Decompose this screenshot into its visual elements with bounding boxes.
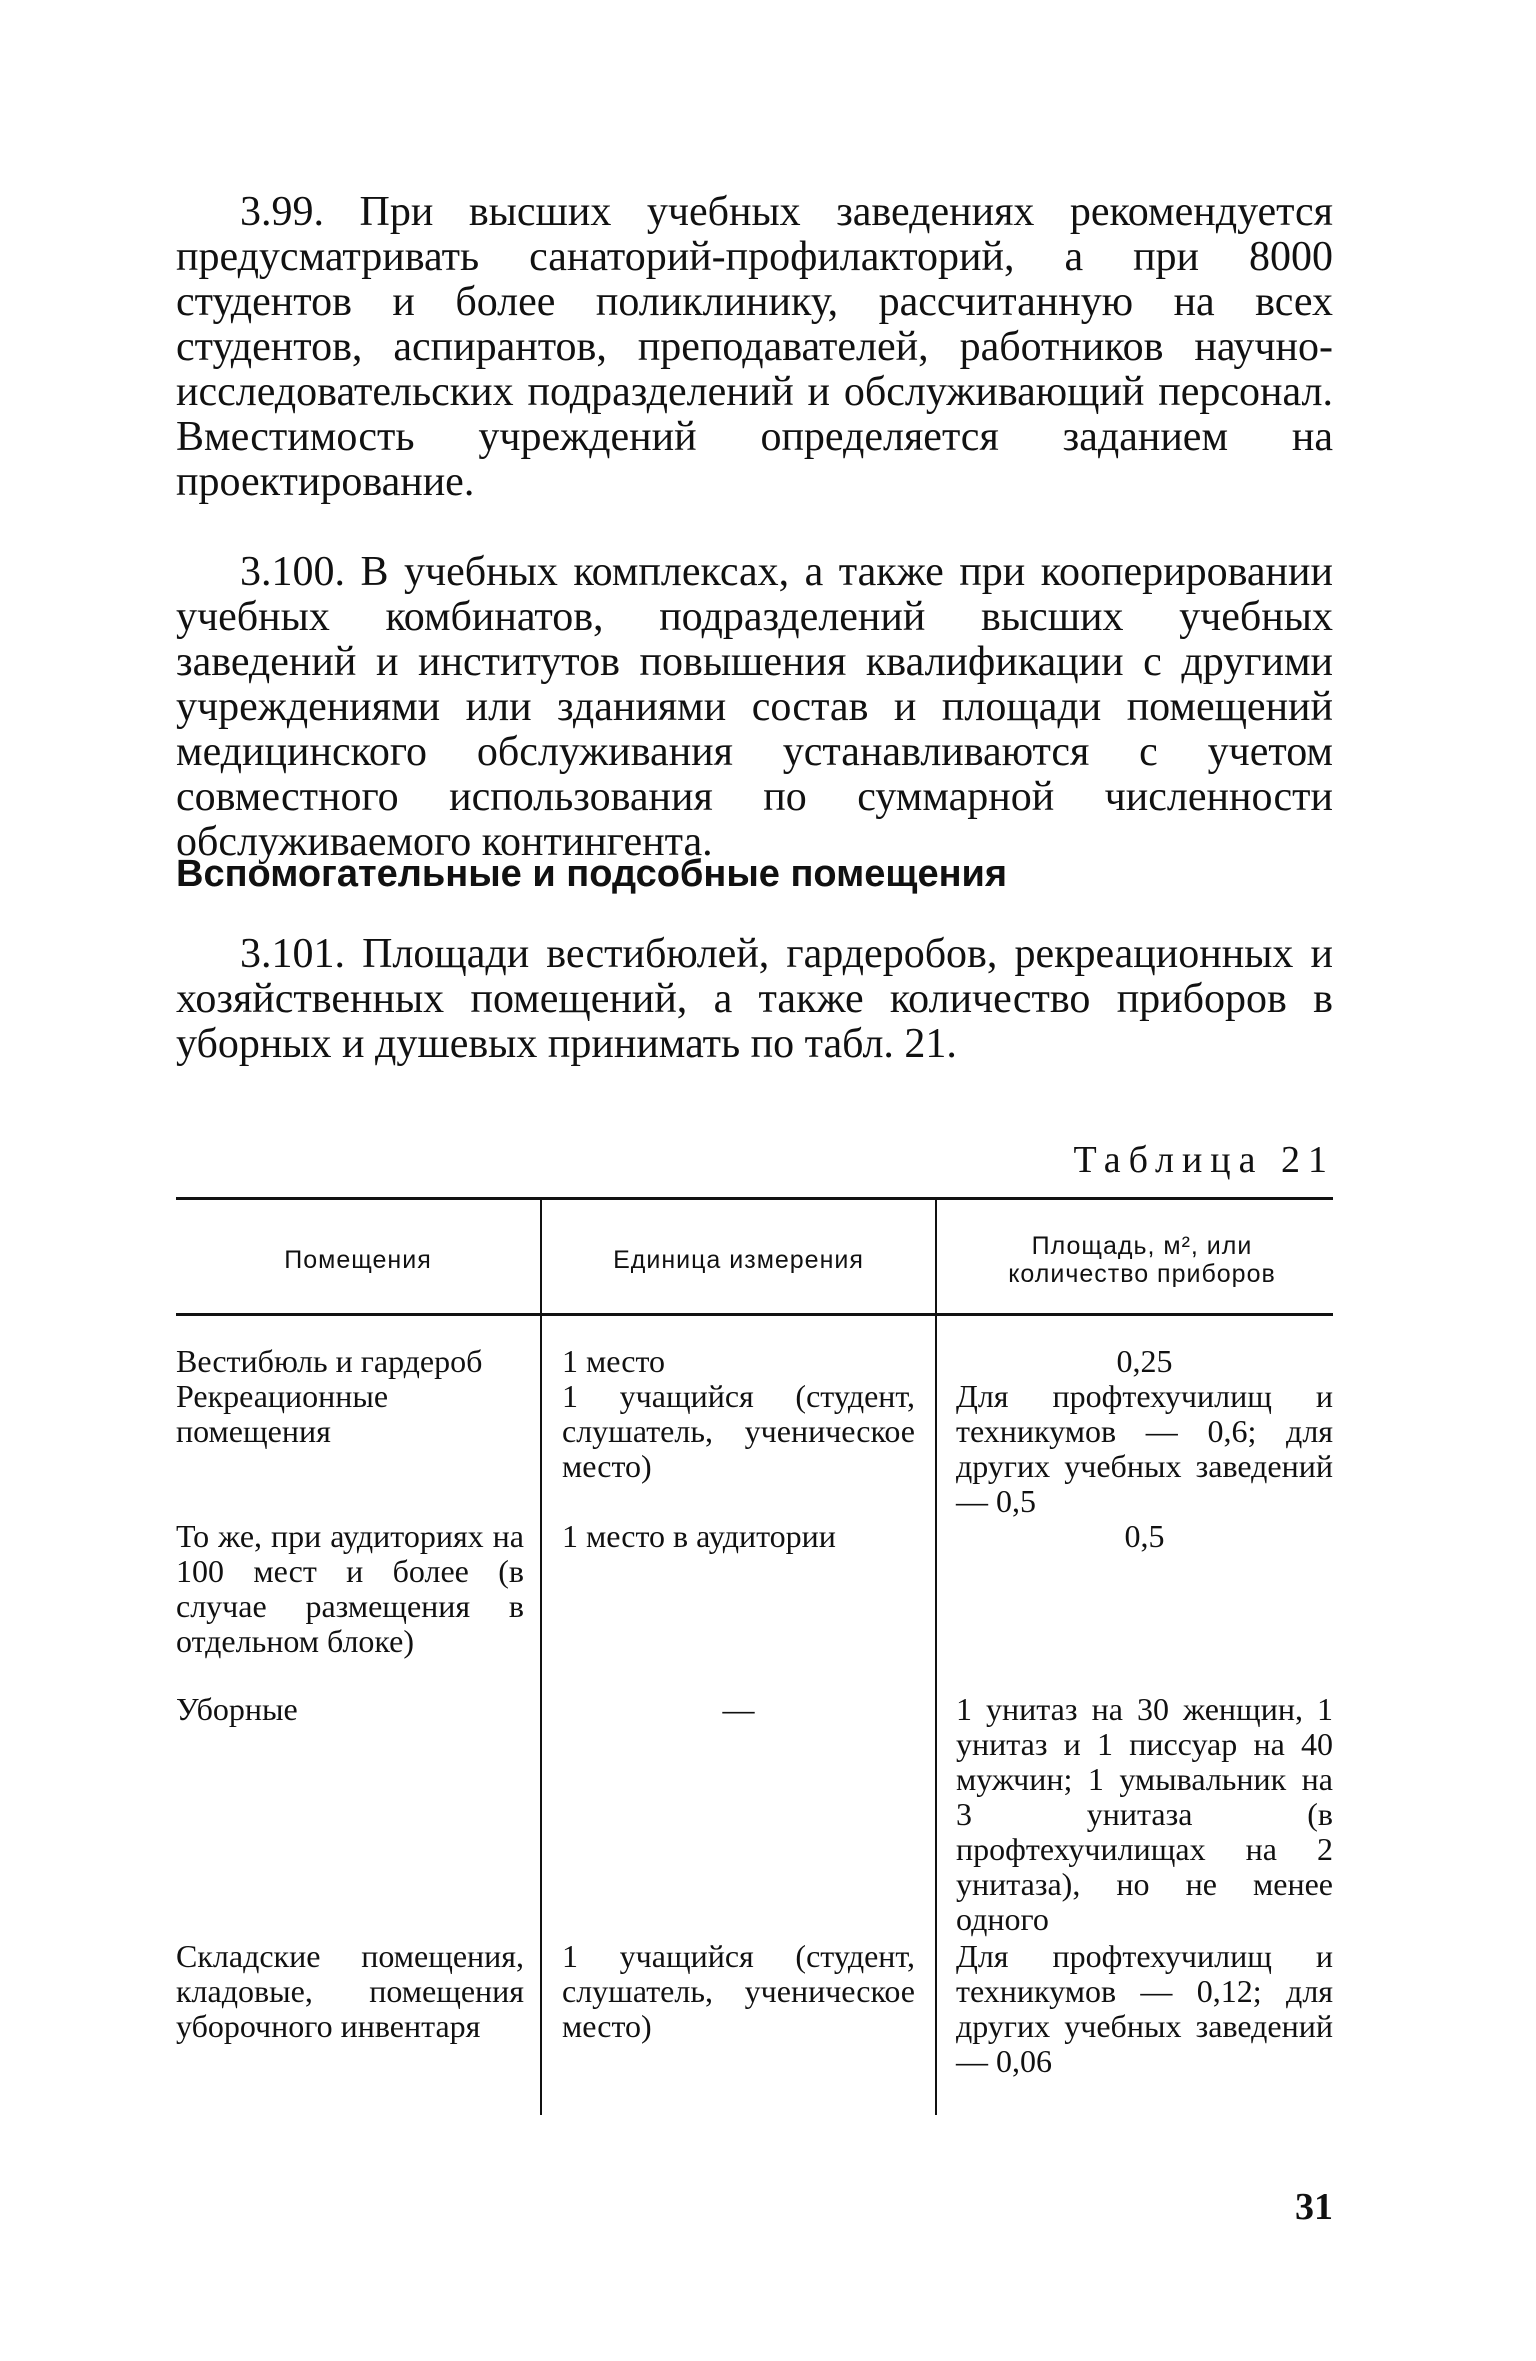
table-caption: Таблица 21: [1073, 1139, 1335, 1181]
table-cell-premises: То же, при аудиториях на 100 мест и более (в случае размещения в отдельном блоке): [176, 1518, 524, 1659]
table-cell-unit: —: [722, 1691, 755, 1727]
table-top-rule: [176, 1197, 1333, 1200]
table-cell-area: Для профтехучилищ и техникумов — 0,12; для других учебных заведений — 0,06: [956, 1938, 1333, 2079]
table-cell-premises: Складские помещения, кладовые, помещения уборочного инвентаря: [176, 1938, 524, 2044]
paragraph-3-100: 3.100. В учебных комплексах, а также при кооперировании учебных комбинатов, подразделений высших учебных заведений и институтов повышения квалификации с другими учреждениями или зданиями состав и площади помещений медицинского обслуживания устанавливаются с учетом совместного использования по суммарной численности обслуживаемого контингента.: [176, 549, 1333, 865]
table-cell-area: 1 унитаз на 30 женщин, 1 унитаз и 1 писсуар на 40 мужчин; 1 умывальник на 3 унитаза (в профтехучилищах на 2 унитаза), но не менее одного: [956, 1691, 1333, 1937]
table-cell-area: 0,5: [1124, 1518, 1165, 1554]
table-cell-premises: Уборные: [176, 1691, 298, 1727]
page-number: 31: [1295, 2186, 1333, 2228]
table-cell-unit: 1 учащийся (студент, слушатель, ученическое место): [562, 1378, 915, 1484]
column-header-unit: Единица измерения: [613, 1246, 864, 1274]
table-cell-unit: 1 место: [562, 1343, 666, 1379]
table-column-divider-1: [540, 1200, 542, 2115]
paragraph-3-101: 3.101. Площади вестибюлей, гардеробов, рекреационных и хозяйственных помещений, а также количество приборов в уборных и душевых принимать по табл. 21.: [176, 931, 1333, 1067]
table-cell-area: 0,25: [1116, 1343, 1173, 1379]
table-cell-premises: Рекреационные помещения: [176, 1378, 389, 1449]
table-cell-premises: Вестибюль и гардероб: [176, 1343, 483, 1379]
table-cell-area: Для профтехучилищ и техникумов — 0,6; для других учебных заведений — 0,5: [956, 1378, 1333, 1519]
table-header-rule: [176, 1313, 1333, 1316]
column-header-area: Площадь, м², или количество приборов: [1008, 1232, 1276, 1288]
column-header-premises: Помещения: [284, 1246, 432, 1274]
section-heading: Вспомогательные и подсобные помещения: [176, 853, 1008, 895]
paragraph-3-99: 3.99. При высших учебных заведениях рекомендуется предусматривать санаторий-профилакторий, а при 8000 студентов и более поликлинику, рассчитанную на всех студентов, аспирантов, преподавателей, работников научно-исследовательских подразделений и обслуживающий персонал. Вместимость учреждений определяется заданием на проектирование.: [176, 189, 1333, 505]
table-column-divider-2: [935, 1200, 937, 2115]
table-cell-unit: 1 учащийся (студент, слушатель, ученическое место): [562, 1938, 915, 2044]
table-cell-unit: 1 место в аудитории: [562, 1518, 836, 1554]
